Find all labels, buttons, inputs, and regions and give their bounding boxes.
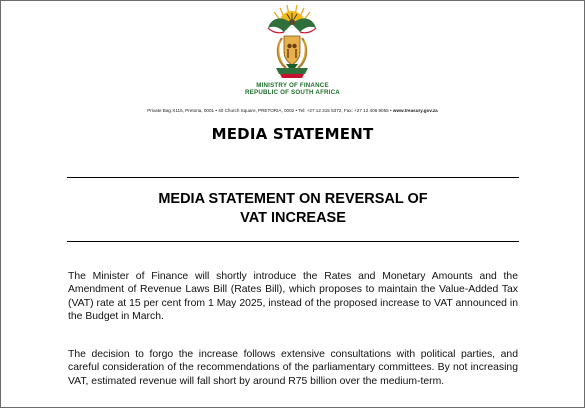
statement-title-line-2: VAT INCREASE — [240, 210, 346, 226]
body-paragraph-2: The decision to forgo the increase follows extensive consultations with political parties, and careful consideration of the recommendations of the parliamentary committees. By not increasing VAT, estimated revenue will fall short by around R75 billion over the medium-term. — [68, 349, 518, 387]
statement-title-line-1: MEDIA STATEMENT ON REVERSAL OF — [158, 191, 428, 207]
ministry-country: REPUBLIC OF SOUTH AFRICA — [245, 89, 340, 96]
title-top-rule — [67, 177, 519, 178]
ministry-name: MINISTRY OF FINANCE — [256, 82, 329, 89]
body-paragraph-1: The Minister of Finance will shortly introduce the Rates and Monetary Amounts and the Amendment of Revenue Laws Bill (Rates Bill), which proposes to maintain the Value-Added Tax (VAT) rate at 15 per cent from 1 May 2025, instead of the proposed increase to VAT announced in the Budget in March. — [68, 271, 518, 323]
address-text: Private Bag X115, Pretoria, 0001 • 40 Church Square, PRETORIA, 0002 • Tel: +27 12 315 5372, Fax: +27 12 406 9055 • — [147, 108, 393, 113]
statement-title — [67, 190, 519, 228]
title-bottom-rule — [67, 241, 519, 242]
website-link: www.treasury.gov.za — [392, 108, 438, 113]
contact-address-line — [0, 108, 585, 113]
media-statement-heading: MEDIA STATEMENT — [211, 125, 374, 143]
south-africa-coat-of-arms-icon — [262, 2, 322, 82]
